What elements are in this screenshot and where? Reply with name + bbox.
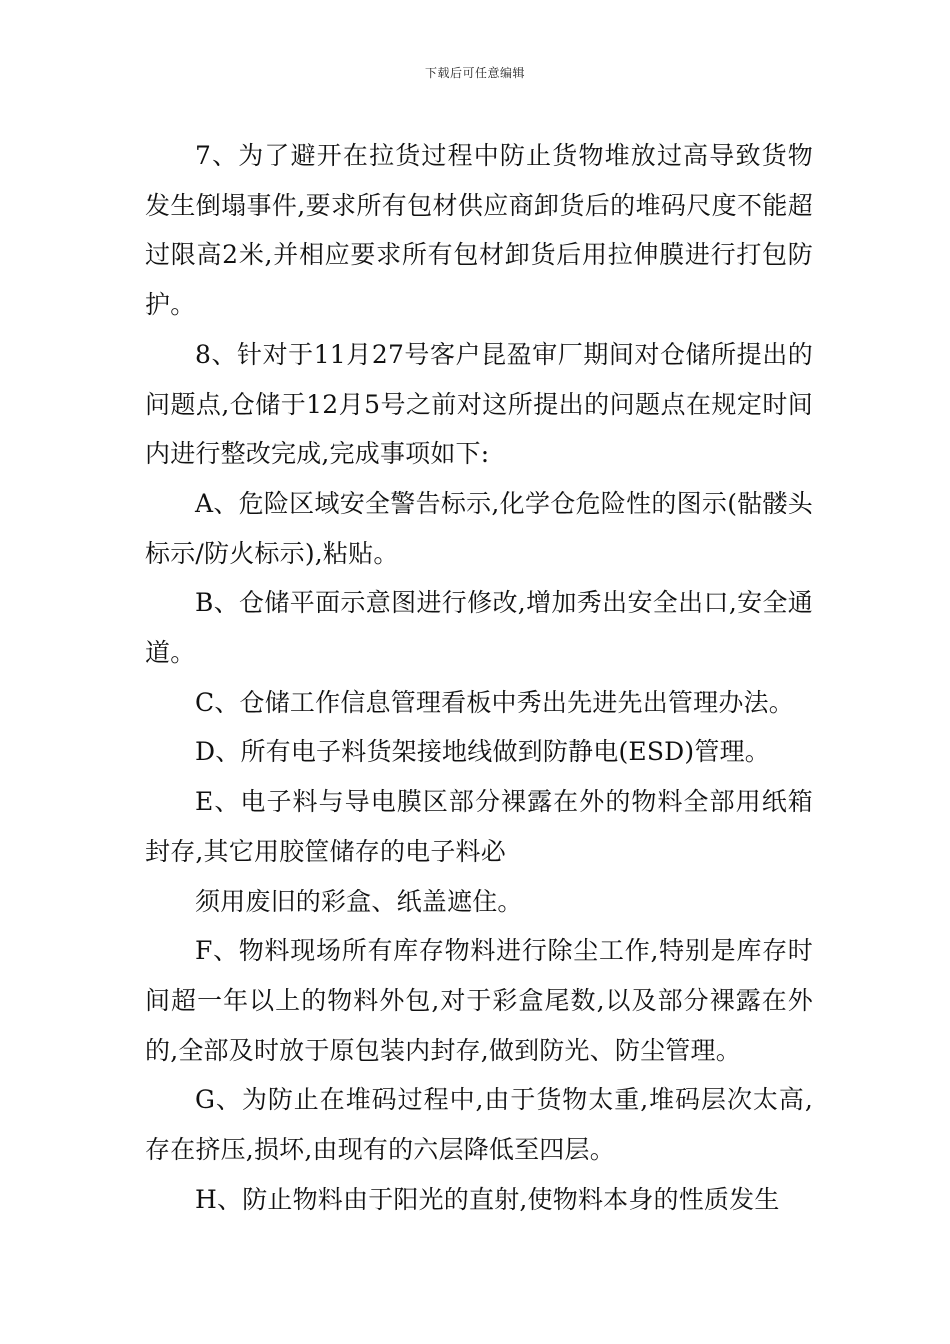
document-body (145, 131, 813, 1224)
paragraph-item-e-continued: 须用废旧的彩盒、纸盖遮住。 (195, 886, 523, 916)
paragraph-item-g: G、为防止在堆码过程中,由于货物太重,堆码层次太高,存在挤压,损坏,由现有的六层降低至四层。 (145, 1085, 813, 1165)
paragraph-item-e: E、电子料与导电膜区部分裸露在外的物料全部用纸箱封存,其它用胶筐储存的电子料必 (145, 787, 813, 866)
paragraph-item-a: A、危险区域安全警告标示,化学仓危险性的图示(骷髅头标示/防火标示),粘贴。 (145, 488, 813, 568)
paragraph-item-b: B、仓储平面示意图进行修改,增加秀出安全出口,安全通道。 (145, 588, 813, 668)
page-header: 下载后可任意编辑 (424, 66, 525, 80)
paragraph-item-d: D、所有电子料货架接地线做到防静电(ESD)管理。 (195, 737, 770, 767)
paragraph-item-c: C、仓储工作信息管理看板中秀出先进先出管理办法。 (195, 687, 794, 717)
paragraph-item-h: H、防止物料由于阳光的直射,使物料本身的性质发生 (195, 1184, 780, 1214)
paragraph-item-f: F、物料现场所有库存物料进行除尘工作,特别是库存时间超一年以上的物料外包,对于彩盒尾数,以及部分裸露在外的,全部及时放于原包装内封存,做到防光、防尘管理。 (145, 936, 813, 1065)
paragraph-item-7: 7、为了避开在拉货过程中防止货物堆放过高导致货物发生倒塌事件,要求所有包材供应商卸货后的堆码尺度不能超过限高2米,并相应要求所有包材卸货后用拉伸膜进行打包防护。 (145, 141, 813, 320)
paragraph-item-8: 8、针对于11月27号客户昆盈审厂期间对仓储所提出的问题点,仓储于12月5号之前对这所提出的问题点在规定时间内进行整改完成,完成事项如下: (145, 339, 813, 469)
